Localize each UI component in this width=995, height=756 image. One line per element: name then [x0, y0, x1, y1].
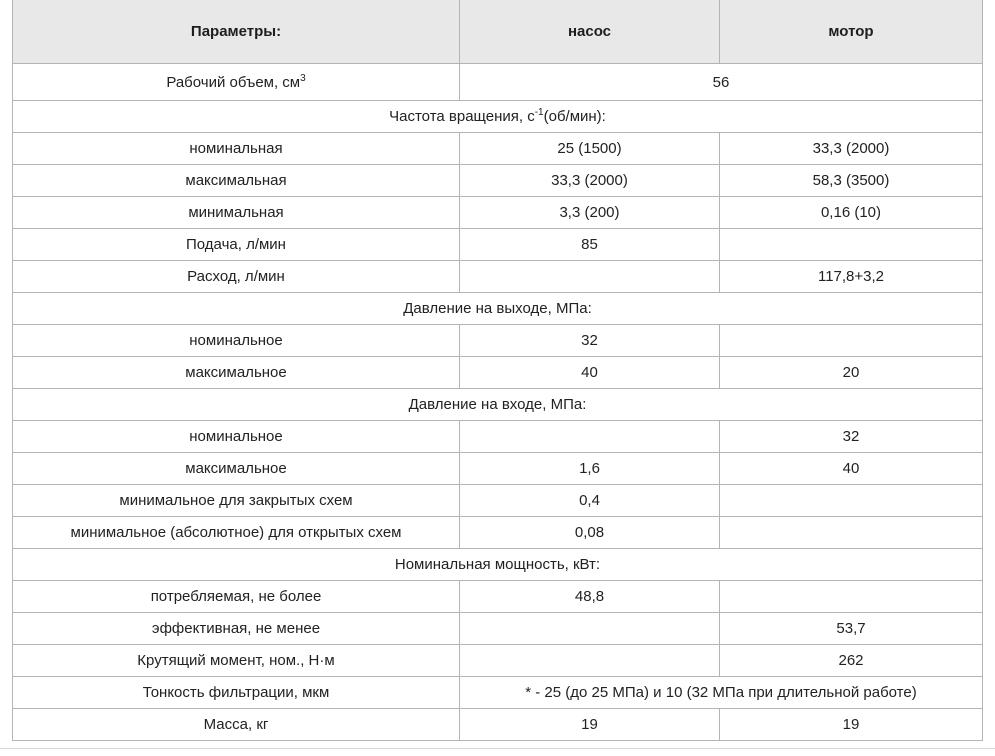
row-label: номинальное [13, 325, 460, 357]
motor-value: 32 [720, 421, 983, 453]
pump-value [460, 421, 720, 453]
table-row [13, 197, 983, 229]
table-row [13, 485, 983, 517]
pump-value [460, 261, 720, 293]
header-param: Параметры: [13, 0, 460, 64]
table-row [13, 517, 983, 549]
row-label: минимальное (абсолютное) для открытых схем [13, 517, 460, 549]
pump-value: 48,8 [460, 581, 720, 613]
motor-value: 20 [720, 357, 983, 389]
row-label: максимальная [13, 165, 460, 197]
row-label: эффективная, не менее [13, 613, 460, 645]
row-label: Расход, л/мин [13, 261, 460, 293]
motor-value: 40 [720, 453, 983, 485]
header-motor: мотор [720, 0, 983, 64]
pump-value: 32 [460, 325, 720, 357]
row-value: * - 25 (до 25 МПа) и 10 (32 МПа при длительной работе) [460, 677, 983, 709]
group-row [13, 389, 983, 421]
pump-value: 25 (1500) [460, 133, 720, 165]
specs-table [12, 0, 983, 741]
row-label: минимальное для закрытых схем [13, 485, 460, 517]
pump-value: 1,6 [460, 453, 720, 485]
table-row [13, 165, 983, 197]
table-row [13, 421, 983, 453]
motor-value: 53,7 [720, 613, 983, 645]
table-row [13, 645, 983, 677]
table-row [13, 581, 983, 613]
row-label: Тонкость фильтрации, мкм [13, 677, 460, 709]
row-label: минимальная [13, 197, 460, 229]
pump-value: 3,3 (200) [460, 197, 720, 229]
group-label: Давление на выходе, МПа: [13, 293, 983, 325]
row-label: номинальная [13, 133, 460, 165]
row-value: 56 [460, 64, 983, 101]
motor-value: 58,3 (3500) [720, 165, 983, 197]
header-row [13, 0, 983, 64]
row-label: Рабочий объем, $см^3$ [13, 64, 460, 101]
pump-value [460, 613, 720, 645]
table-row [13, 325, 983, 357]
group-label: Частота вращения, $с^{-1}(об/мин)$: [13, 101, 983, 133]
table-row [13, 261, 983, 293]
table-row [13, 613, 983, 645]
divider [0, 748, 995, 749]
row-label: максимальное [13, 453, 460, 485]
group-label: Давление на входе, МПа: [13, 389, 983, 421]
motor-value: 33,3 (2000) [720, 133, 983, 165]
group-row [13, 293, 983, 325]
pump-value [460, 645, 720, 677]
row-label: максимальное [13, 357, 460, 389]
motor-value [720, 517, 983, 549]
pump-value: 33,3 (2000) [460, 165, 720, 197]
motor-value: 262 [720, 645, 983, 677]
table-row [13, 677, 983, 709]
pump-value: 0,4 [460, 485, 720, 517]
row-label: Крутящий момент, ном., Н·м [13, 645, 460, 677]
motor-value [720, 229, 983, 261]
motor-value [720, 581, 983, 613]
table-row [13, 357, 983, 389]
row-label: Масса, кг [13, 709, 460, 741]
header-pump: насос [460, 0, 720, 64]
pump-value: 85 [460, 229, 720, 261]
row-label: Подача, л/мин [13, 229, 460, 261]
table-row [13, 709, 983, 741]
pump-value: 0,08 [460, 517, 720, 549]
motor-value: 117,8+3,2 [720, 261, 983, 293]
motor-value [720, 325, 983, 357]
motor-value [720, 485, 983, 517]
table-row [13, 133, 983, 165]
motor-value: 0,16 (10) [720, 197, 983, 229]
row-label: номинальное [13, 421, 460, 453]
group-row [13, 101, 983, 133]
table-row [13, 453, 983, 485]
pump-value: 40 [460, 357, 720, 389]
motor-value: 19 [720, 709, 983, 741]
table-row [13, 64, 983, 101]
table-row [13, 229, 983, 261]
pump-value: 19 [460, 709, 720, 741]
group-label: Номинальная мощность, кВт: [13, 549, 983, 581]
group-row [13, 549, 983, 581]
row-label: потребляемая, не более [13, 581, 460, 613]
